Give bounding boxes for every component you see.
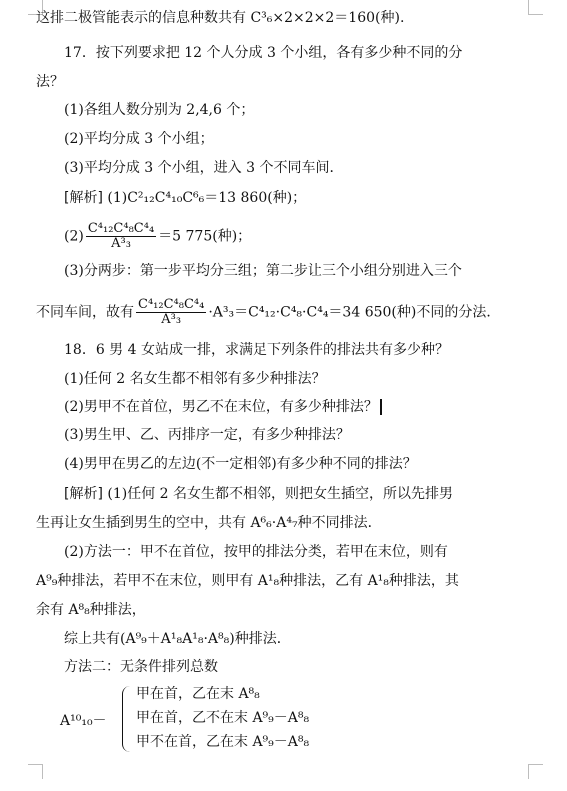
solution-text: (1)C²₁₂C⁴₁₀C⁶₆＝13 860(种)； (107, 190, 307, 206)
text-line: (4)男甲在男乙的左边(不一定相邻)有多少种不同的排法？ (64, 456, 417, 472)
fraction-numerator: C⁴₁₂C⁴₈C⁴₄ (138, 297, 205, 312)
fraction (86, 222, 156, 251)
text-line: A⁹₉种排法，若甲不在末位，则甲有 A¹₈种排法，乙有 A¹₈种排法，其 (36, 573, 459, 589)
text-cursor (380, 399, 382, 415)
problem-17-title: 17．按下列要求把 12 个人分成 3 个小组，各有多少种不同的分 (64, 45, 463, 61)
text-line: (1)各组人数分别为 2,4,6 个； (64, 102, 255, 118)
text-line: (3)分两步：第一步平均分三组；第二步让三个小组分别进入三个 (64, 263, 462, 279)
fraction (136, 298, 206, 327)
fraction-denominator: A³₃ (111, 236, 131, 251)
text-line: 方法二：无条件排列总数 (64, 659, 218, 675)
text-line: 余有 A⁸₈种排法， (36, 602, 146, 618)
text-line: (3)平均分成 3 个小组，进入 3 个不同车间． (64, 160, 344, 176)
text-line: 法？ (36, 74, 64, 90)
formula-result: ·A³₃＝C⁴₁₂·C⁴₈·C⁴₄＝34 650(种)不同的分法． (208, 304, 501, 321)
text-line (64, 397, 517, 417)
page-corner-mark (528, 764, 543, 779)
text-line: (2)平均分成 3 个小组； (64, 131, 214, 147)
text-line: (2)方法一：甲不在首位，按甲的排法分类，若甲在末位，则有 (64, 544, 448, 560)
left-brace (122, 686, 131, 752)
case-row: 甲不在首，乙在末 A⁹₉－A⁸₈ (136, 734, 310, 750)
text-line: (3)男生甲、乙、丙排序一定，有多少种排法？ (64, 427, 350, 443)
question-text: (2)男甲不在首位，男乙不在末位，有多少种排法？ (64, 399, 378, 415)
page-corner-mark (28, 764, 43, 779)
case-row: 甲在首，乙在末 A⁸₈ (136, 686, 260, 702)
solution-line (64, 484, 517, 504)
fraction-denominator: A³₃ (161, 312, 182, 327)
page-corner-mark (528, 0, 543, 15)
solution-label: [解析] (64, 486, 103, 502)
case-lead-formula: A¹⁰₁₀－ (60, 713, 107, 729)
formula-prefix: (2) (64, 228, 84, 245)
case-row: 甲在首，乙不在末 A⁹₉－A⁸₈ (136, 710, 310, 726)
text-line: 这排二极管能表示的信息种数共有 C³₆×2×2×2＝160(种). (36, 10, 405, 26)
text-line: (1)任何 2 名女生都不相邻有多少种排法？ (64, 371, 326, 387)
solution-line (64, 188, 517, 208)
fraction-line (64, 222, 517, 251)
problem-18-title: 18．6 男 4 女站成一排，求满足下列条件的排法共有多少种？ (64, 342, 449, 358)
fraction-numerator: C⁴₁₂C⁴₈C⁴₄ (87, 221, 155, 236)
solution-text: (1)任何 2 名女生都不相邻，则把女生插空，所以先排男 (107, 486, 454, 502)
formula-result: ＝5 775(种)； (158, 228, 252, 245)
text-line: 综上共有(A⁹₉＋A¹₈A¹₈·A⁸₈)种排法． (64, 631, 291, 647)
fraction-line (36, 298, 517, 327)
solution-label: [解析] (64, 190, 103, 206)
text-line: 生再让女生插到男生的空中，共有 A⁶₆·A⁴₇种不同排法． (36, 515, 382, 531)
formula-prefix: 不同车间，故有 (36, 304, 134, 321)
case-breakdown (60, 684, 320, 756)
